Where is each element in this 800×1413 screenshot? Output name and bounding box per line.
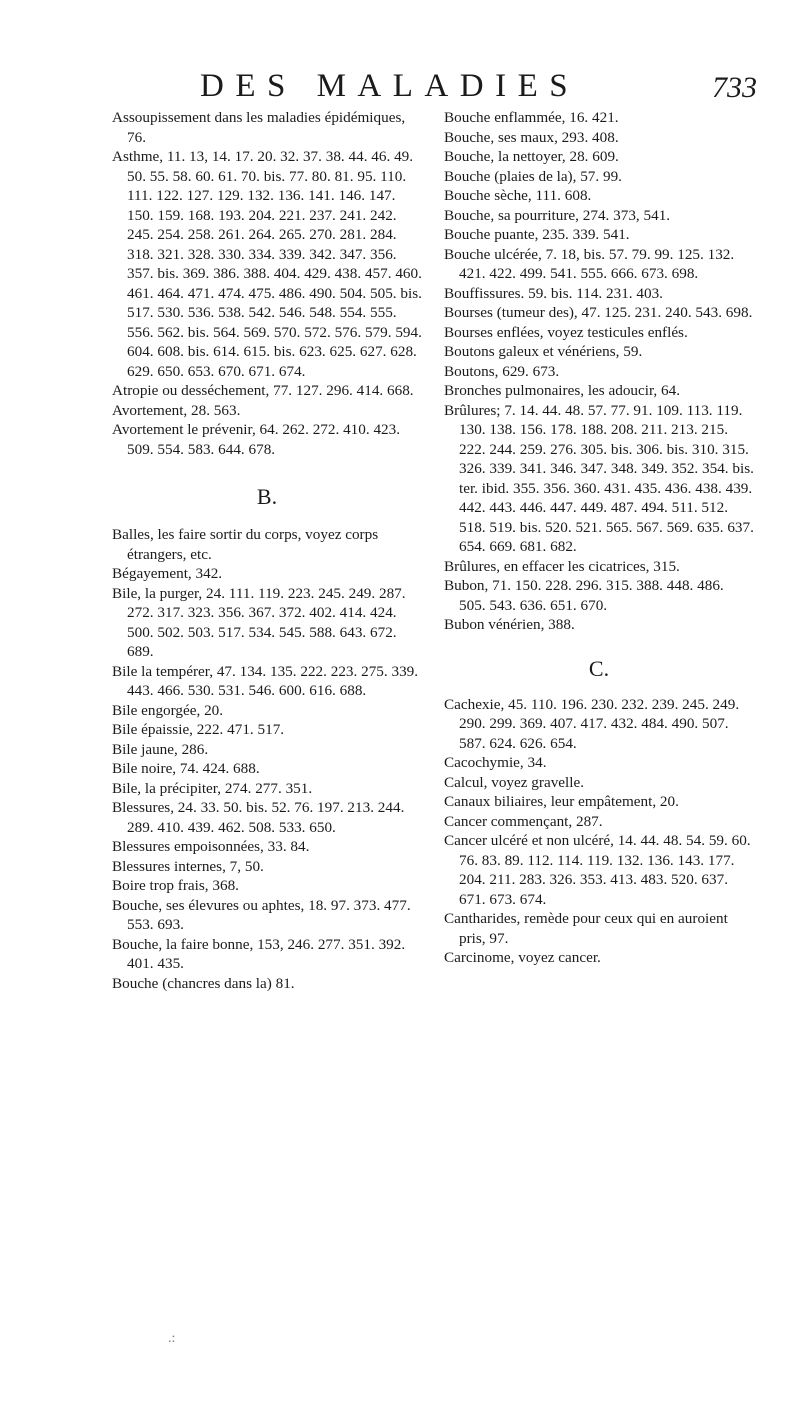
index-entry: Bouche sèche, 111. 608. — [444, 187, 592, 204]
index-entry: Bile, la précipiter, 274. 277. 351. — [112, 779, 313, 797]
index-entry: Bouche (plaies de la), 57. 99. — [444, 167, 622, 185]
index-entry: Bronches pulmonaires, les adoucir, 64. — [444, 382, 681, 399]
index-entry: Bégayement, 342. — [112, 565, 223, 582]
index-entries-b — [112, 525, 422, 993]
index-entry: Cacochymie, 34. — [444, 754, 547, 771]
index-entry: Bouche puante, 235. 339. 541. — [444, 226, 630, 243]
right-column — [444, 108, 754, 968]
index-entry: Canaux biliaires, leur empâtement, 20. — [444, 793, 679, 810]
index-entry: Blessures, 24. 33. 50. bis. 52. 76. 197. 213. 244. 289. 410. 439. 462. 508. 533. 650. — [112, 799, 405, 836]
index-entry: Bouche (chancres dans la) 81. — [112, 974, 295, 992]
index-entries-a — [112, 108, 422, 459]
index-entry: Bile jaune, 286. — [112, 740, 209, 758]
index-entry: Cachexie, 45. 110. 196. 230. 232. 239. 245. 249. 290. 299. 369. 407. 417. 432. 484. 490. 507. 587. 624. 626. 654. — [444, 695, 740, 752]
index-entry: Bile engorgée, 20. — [112, 701, 224, 719]
section-letter-c: C. — [588, 655, 610, 681]
index-entry: Bile, la purger, 24. 111. 119. 223. 245. 249. 287. 272. 317. 323. 356. 367. 372. 402. 414. 424. 500. 502. 503. 517. 534. 545. 588. 643. 672. 689. — [112, 584, 406, 660]
index-entry: Bouche, sa pourriture, 274. 373, 541. — [444, 206, 671, 224]
index-entry: Bile la tempérer, 47. 134. 135. 222. 223. 275. 339. 443. 466. 530. 531. 546. 600. 616. 688. — [112, 662, 419, 699]
index-entry: Bouche, la nettoyer, 28. 609. — [444, 148, 619, 165]
index-entry: Bouche, ses maux, 293. 408. — [444, 128, 619, 146]
index-entry: Carcinome, voyez cancer. — [444, 949, 601, 966]
index-entry: Boutons galeux et vénériens, 59. — [444, 343, 643, 360]
index-entry: Boutons, 629. 673. — [444, 362, 560, 380]
index-entry: Bile épaissie, 222. 471. 517. — [112, 721, 285, 738]
index-entries-b-continued — [444, 108, 754, 635]
index-entry: Bourses enflées, voyez testicules enflés. — [444, 323, 688, 341]
running-head — [0, 66, 800, 106]
index-entry: Cancer ulcéré et non ulcéré, 14. 44. 48. 54. 59. 60. 76. 83. 89. 112. 114. 119. 132. 136. 143. 177. 204. 211. 283. 326. 353. 413. 483. 520. 637. 671. 673. 674. — [444, 832, 751, 908]
index-entry: Bile noire, 74. 424. 688. — [112, 760, 260, 777]
index-entry: Avortement, 28. 563. — [112, 401, 241, 419]
index-entry: Bubon, 71. 150. 228. 296. 315. 388. 448. 486. 505. 543. 636. 651. 670. — [444, 577, 724, 614]
index-entries-c — [444, 695, 754, 968]
index-entry: Brûlures, en effacer les cicatrices, 315. — [444, 557, 680, 575]
index-entry: Bourses (tumeur des), 47. 125. 231. 240. 543. 698. — [444, 304, 753, 321]
index-entry: Bouffissures. 59. bis. 114. 231. 403. — [444, 284, 663, 302]
index-entry: Bouche, ses élevures ou aphtes, 18. 97. 373. 477. 553. 693. — [112, 896, 411, 933]
running-title: DES MALADIES — [200, 68, 580, 104]
index-entry: Bubon vénérien, 388. — [444, 616, 575, 633]
index-entry: Blessures internes, 7, 50. — [112, 857, 264, 875]
margin-mark: .: — [168, 1331, 176, 1346]
section-letter-b: B. — [256, 484, 278, 509]
index-entry: Atropie ou desséchement, 77. 127. 296. 414. 668. — [112, 382, 414, 399]
index-entry: Calcul, voyez gravelle. — [444, 773, 585, 791]
left-column — [112, 108, 422, 993]
index-entry: Cantharides, remède pour ceux qui en auroient pris, 97. — [444, 910, 728, 947]
index-entry: Bouche ulcérée, 7. 18, bis. 57. 79. 99. 125. 132. 421. 422. 499. 541. 555. 666. 673. 698. — [444, 245, 735, 282]
index-entry: Brûlures; 7. 14. 44. 48. 57. 77. 91. 109. 113. 119. 130. 138. 156. 178. 188. 208. 211. 213. 215. 222. 244. 259. 276. 305. bis. 306. bis. 310. 315. 326. 339. 341. 346. 347. 348. 349. 352. 354. bis. ter. ibid. 355. 356. 360. 431. 435. 436. 438. 439. 442. 443. 446. 447. 449. 487. 494. 511. 512. 518. 519. bis. 520. 521. 565. 567. 569. 635. 637. 654. 669. 681. 682. — [444, 401, 754, 555]
index-entry: Balles, les faire sortir du corps, voyez corps étrangers, etc. — [112, 526, 379, 563]
index-entry: Bouche, la faire bonne, 153, 246. 277. 351. 392. 401. 435. — [112, 935, 406, 972]
page-number: 733 — [712, 71, 757, 104]
index-entry: Boire trop frais, 368. — [112, 877, 239, 894]
index-entry: Blessures empoisonnées, 33. 84. — [112, 838, 310, 855]
index-entry: Cancer commençant, 287. — [444, 812, 603, 830]
index-entry: Avortement le prévenir, 64. 262. 272. 410. 423. 509. 554. 583. 644. 678. — [112, 421, 401, 458]
index-entry: Assoupissement dans les maladies épidémiques, 76. — [112, 109, 406, 146]
index-entry: Asthme, 11. 13, 14. 17. 20. 32. 37. 38. 44. 46. 49. 50. 55. 58. 60. 61. 70. bis. 77. 80. 81. 95. 110. 111. 122. 127. 129. 132. 136. 141. 146. 147. 150. 159. 168. 193. 204. 221. 237. 241. 242. 245. 254. 258. 261. 264. 265. 270. 281. 284. 318. 321. 328. 330. 334. 339. 342. 347. 356. 357. bis. 369. 386. 388. 404. 429. 438. 457. 460. 461. 464. 471. 474. 475. 486. 490. 504. 505. bis. 517. 530. 536. 538. 542. 546. 548. 554. 555. 556. 562. bis. 564. 569. 570. 572. 576. 579. 594. 604. 608. bis. 614. 615. bis. 623. 625. 627. 628. 629. 650. 653. 670. 671. 674. — [112, 148, 422, 380]
index-entry: Bouche enflammée, 16. 421. — [444, 109, 619, 126]
